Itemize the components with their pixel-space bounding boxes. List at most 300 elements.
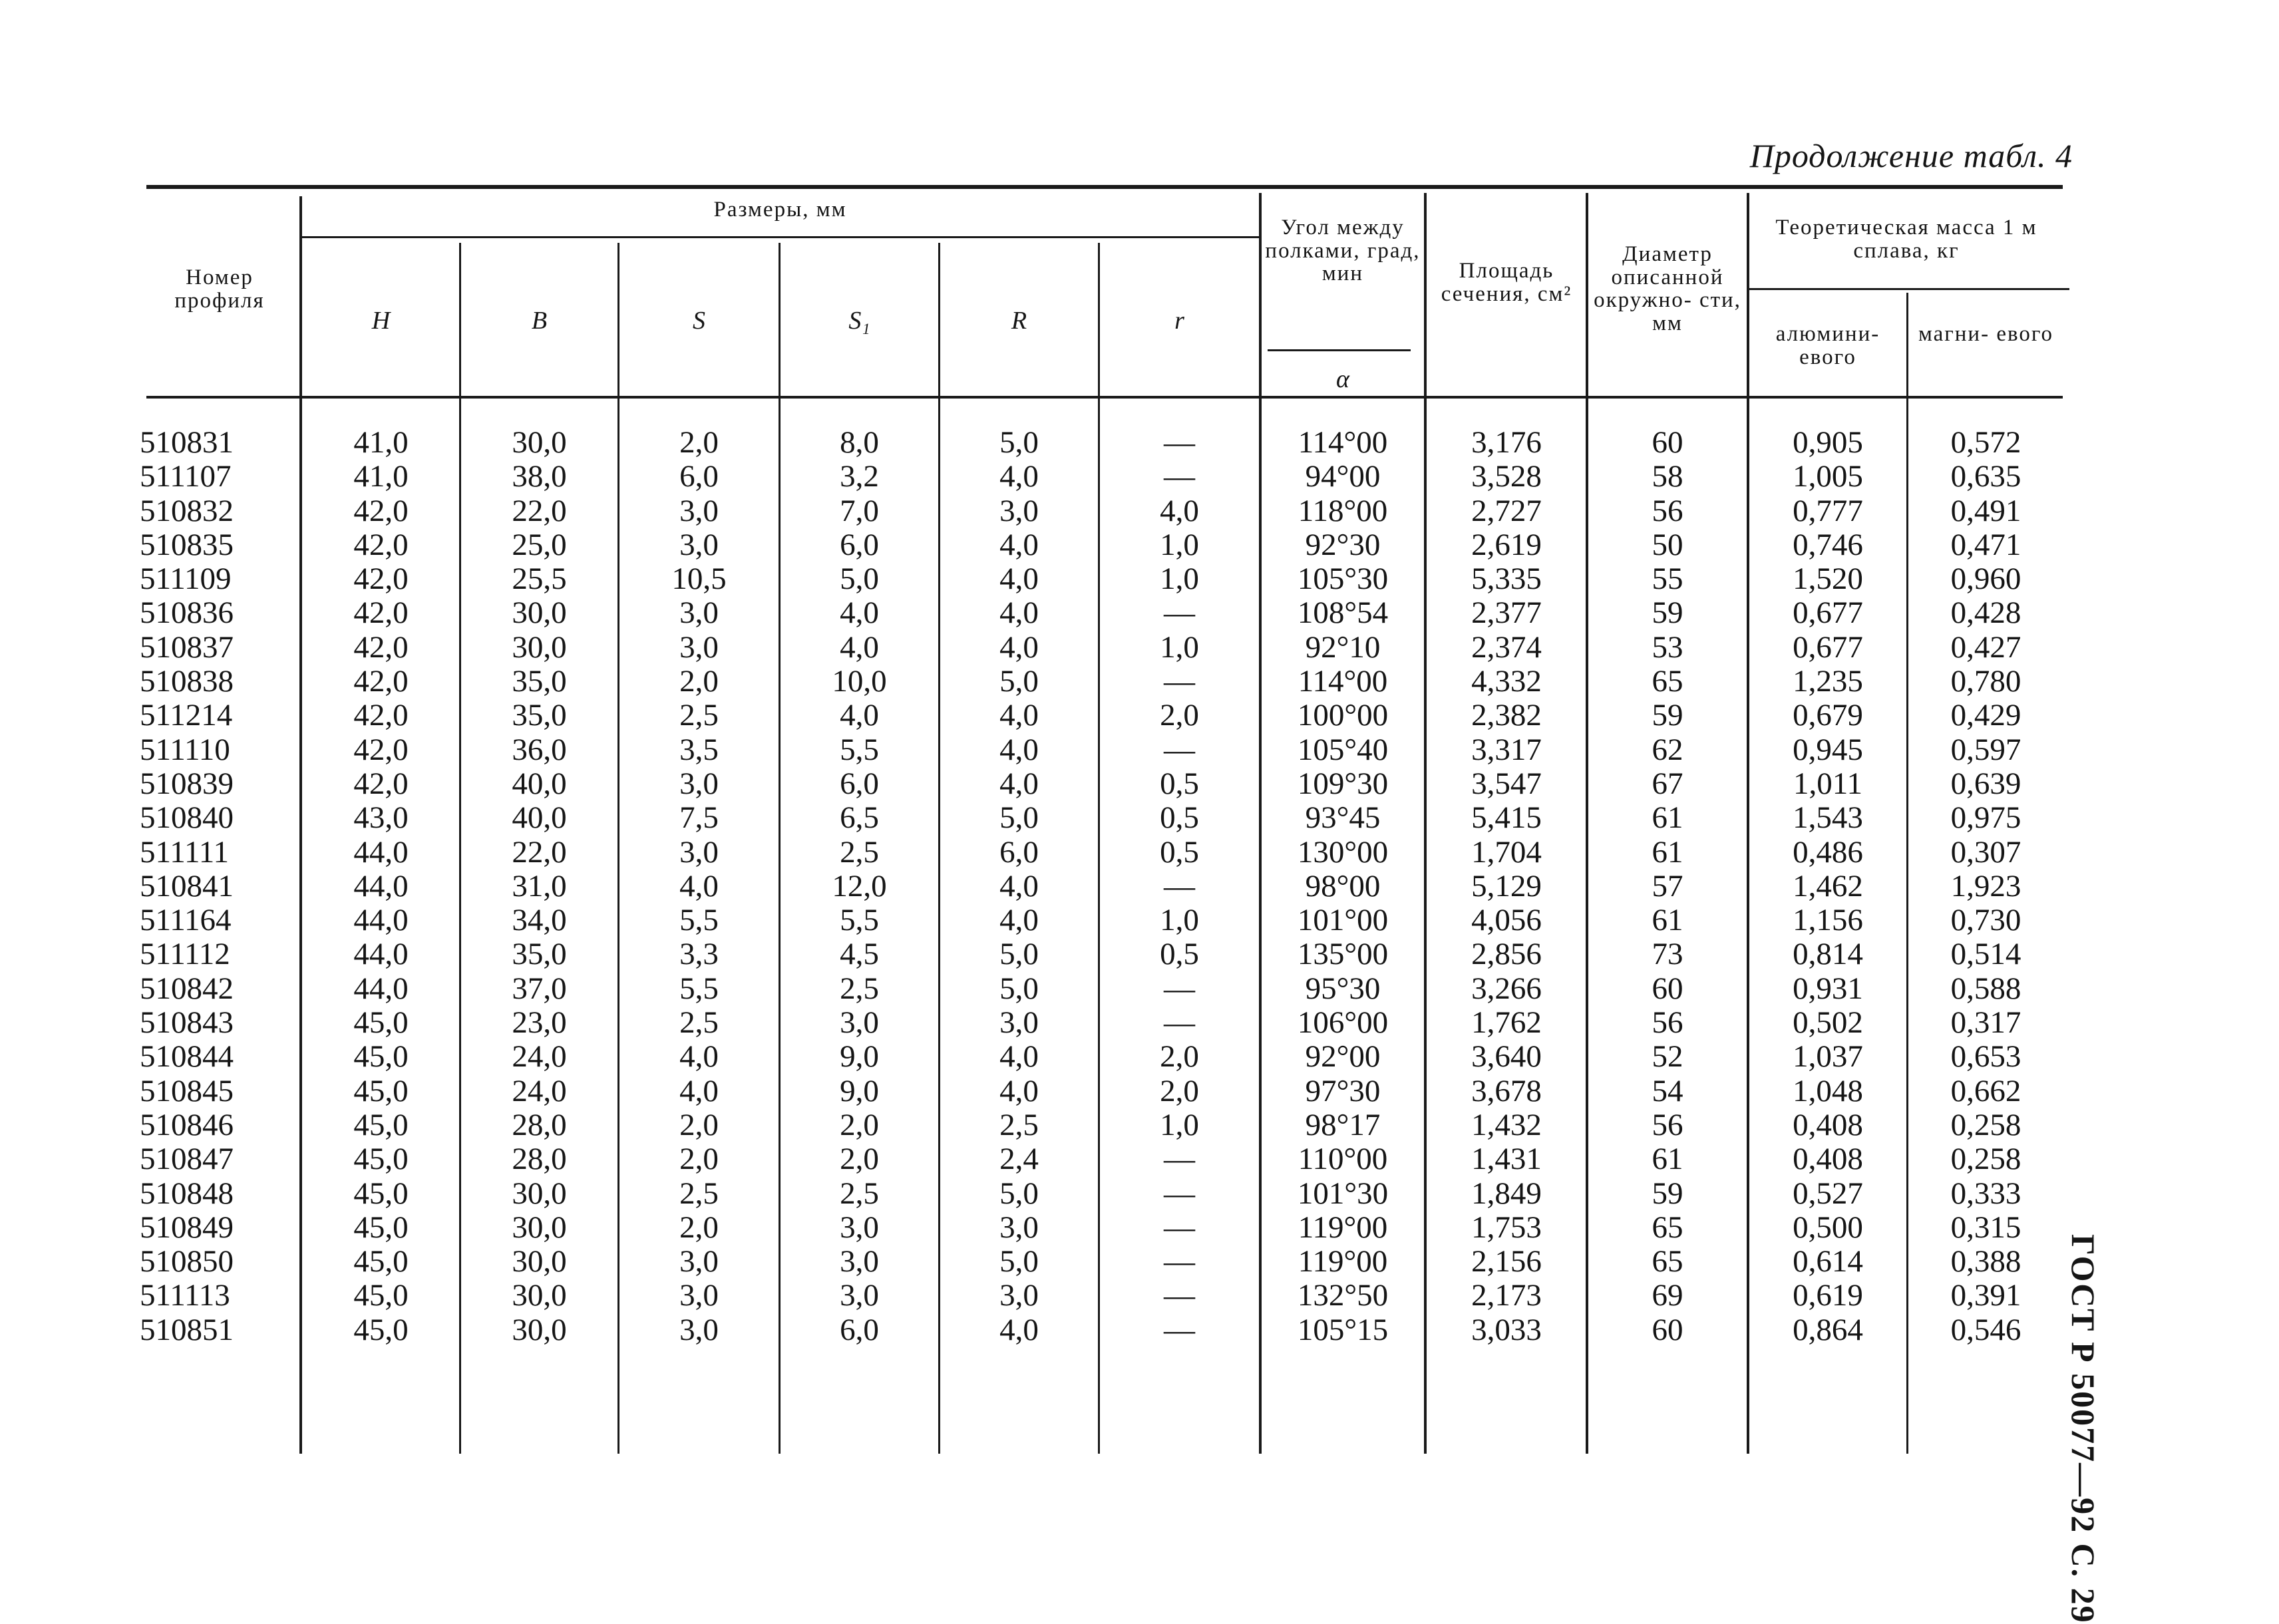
table-cell: 3,0 [679, 834, 719, 870]
table-cell: 510846 [140, 1107, 234, 1142]
column-S [619, 426, 779, 1347]
table-cell: 5,0 [999, 1176, 1039, 1211]
table-cell: 6,5 [840, 800, 879, 836]
table-cell: 40,0 [512, 766, 567, 801]
table-cell: 31,0 [512, 868, 567, 903]
table-cell: 4,0 [679, 1039, 719, 1074]
table-cell: 0,975 [1950, 800, 2021, 836]
table-cell: 4,0 [840, 629, 879, 665]
header-diameter: Диаметр описанной окружно- сти, мм [1594, 242, 1741, 335]
table-cell: 511113 [140, 1278, 230, 1313]
table-cell: 101°30 [1297, 1176, 1389, 1211]
table-cell: 3,0 [840, 1244, 879, 1279]
table-cell: 511214 [140, 698, 233, 733]
table-cell: 0,588 [1950, 971, 2021, 1006]
table-cell: 1,704 [1471, 834, 1542, 870]
table-cell: 510836 [140, 595, 234, 631]
header-S: S [693, 307, 705, 335]
table-cell: 5,0 [999, 664, 1039, 699]
table-cell: 2,0 [679, 1107, 719, 1142]
table-cell: — [1164, 868, 1195, 903]
table-cell: 118°00 [1298, 493, 1388, 528]
table-cell: 3,0 [679, 1244, 719, 1279]
table-cell: 3,176 [1471, 425, 1542, 460]
table-cell: — [1164, 1210, 1195, 1245]
column-aluminum [1750, 426, 1906, 1347]
table-cell: 42,0 [353, 493, 409, 528]
table-cell: 5,0 [840, 562, 879, 597]
table-cell: 45,0 [353, 1312, 409, 1347]
table-cell: 108°54 [1297, 595, 1389, 631]
table-cell: 42,0 [353, 766, 409, 801]
table-cell: 2,5 [840, 834, 879, 870]
table-cell: 61 [1652, 834, 1683, 870]
table-cell: — [1164, 459, 1195, 494]
table-cell: 50 [1652, 527, 1683, 562]
table-cell: 57 [1652, 868, 1683, 903]
table-cell: 41,0 [353, 425, 409, 460]
table-cell: 0,391 [1950, 1278, 2021, 1313]
table-cell: 0,677 [1793, 595, 1863, 631]
table-cell: 28,0 [512, 1107, 567, 1142]
table-cell: 2,156 [1471, 1244, 1542, 1279]
column-r [1100, 426, 1259, 1347]
table-cell: 2,374 [1471, 629, 1542, 665]
table-cell: 45,0 [353, 1278, 409, 1313]
table-cell: 510849 [140, 1210, 234, 1245]
table-cell: 0,662 [1950, 1073, 2021, 1108]
table-cell: 30,0 [512, 1210, 567, 1245]
table-cell: 0,777 [1793, 493, 1863, 528]
table-cell: 0,639 [1950, 766, 2021, 801]
table-cell: 30,0 [512, 595, 567, 631]
table-cell: 3,3 [679, 937, 719, 972]
table-cell: 40,0 [512, 800, 567, 836]
table-cell: 7,0 [840, 493, 879, 528]
table-cell: 22,0 [512, 493, 567, 528]
table-cell: 510839 [140, 766, 234, 801]
table-cell: 2,0 [1160, 1039, 1199, 1074]
table-cell: 42,0 [353, 595, 409, 631]
table-cell: 1,520 [1793, 562, 1863, 597]
table-cell: 2,0 [679, 1142, 719, 1177]
table-cell: 4,0 [999, 527, 1039, 562]
table-cell: 60 [1652, 971, 1683, 1006]
header-angle: Угол между полками, град, мин [1265, 216, 1421, 286]
table-cell: 9,0 [840, 1073, 879, 1108]
table-cell: 0,572 [1950, 425, 2021, 460]
table-cell: 4,0 [999, 766, 1039, 801]
table-cell: 4,0 [999, 903, 1039, 938]
table-cell: 5,5 [679, 903, 719, 938]
table-cell: 510847 [140, 1142, 234, 1177]
table-cell: — [1164, 1005, 1195, 1041]
table-cell: 510844 [140, 1039, 234, 1074]
table-cell: 98°17 [1305, 1107, 1381, 1142]
table-cell: 30,0 [512, 629, 567, 665]
table-cell: 35,0 [512, 937, 567, 972]
table-cell: 2,0 [1160, 698, 1199, 733]
table-cell: 61 [1652, 1142, 1683, 1177]
table-cell: 0,408 [1793, 1107, 1863, 1142]
table-cell: 23,0 [512, 1005, 567, 1041]
table-cell: 59 [1652, 698, 1683, 733]
table-cell: 0,5 [1160, 834, 1199, 870]
header-bottom-rule [146, 396, 2063, 399]
table-cell: — [1164, 732, 1195, 767]
table-cell: 45,0 [353, 1210, 409, 1245]
table-cell: 0,428 [1950, 595, 2021, 631]
table-cell: 0,427 [1950, 629, 2021, 665]
table-cell: 1,543 [1793, 800, 1863, 836]
table-cell: 4,0 [679, 1073, 719, 1108]
table-cell: 1,037 [1793, 1039, 1863, 1074]
table-cell: 4,056 [1471, 903, 1542, 938]
table-cell: 2,5 [679, 1005, 719, 1041]
table-cell: 3,0 [840, 1005, 879, 1041]
col-rule [1424, 193, 1427, 1454]
header-area: Площадь сечения, см² [1441, 259, 1572, 306]
table-cell: 510831 [140, 425, 234, 460]
table-cell: 0,5 [1160, 800, 1199, 836]
table-cell: 2,0 [1160, 1073, 1199, 1108]
table-cell: 0,746 [1793, 527, 1863, 562]
table-cell: 67 [1652, 766, 1683, 801]
table-cell: 6,0 [840, 1312, 879, 1347]
table-cell: 97°30 [1305, 1073, 1381, 1108]
table-cell: 42,0 [353, 664, 409, 699]
header-profile-number: Номер профиля [174, 265, 265, 313]
table-cell: 69 [1652, 1278, 1683, 1313]
table-cell: 5,0 [999, 425, 1039, 460]
table-cell: 0,597 [1950, 732, 2021, 767]
table-cell: 59 [1652, 1176, 1683, 1211]
table-cell: 35,0 [512, 698, 567, 733]
table-cell: 3,5 [679, 732, 719, 767]
table-cell: 511109 [140, 562, 232, 597]
page-side-label: ГОСТ Р 50077—92 С. 29 [2065, 1234, 2102, 1624]
table-cell: — [1164, 1142, 1195, 1177]
table-cell: 2,382 [1471, 698, 1542, 733]
table-cell: 45,0 [353, 1176, 409, 1211]
table-cell: 0,945 [1793, 732, 1863, 767]
dimensions-rule [301, 236, 1259, 238]
table-cell: 106°00 [1297, 1005, 1389, 1041]
table-cell: 510851 [140, 1312, 234, 1347]
table-cell: 5,415 [1471, 800, 1542, 836]
table-cell: 510843 [140, 1005, 234, 1041]
table-cell: 3,640 [1471, 1039, 1542, 1074]
table-cell: 25,5 [512, 562, 567, 597]
table-cell: 5,129 [1471, 868, 1542, 903]
table-cell: 3,033 [1471, 1312, 1542, 1347]
table-cell: 30,0 [512, 1312, 567, 1347]
table-cell: 30,0 [512, 1176, 567, 1211]
table-cell: 4,0 [999, 629, 1039, 665]
table-cell: 44,0 [353, 903, 409, 938]
table-cell: 42,0 [353, 732, 409, 767]
table-cell: 5,0 [999, 800, 1039, 836]
table-cell: 0,5 [1160, 937, 1199, 972]
table-cell: 3,317 [1471, 732, 1542, 767]
table-cell: 510838 [140, 664, 234, 699]
table-cell: 0,905 [1793, 425, 1863, 460]
table-cell: 38,0 [512, 459, 567, 494]
table-cell: 510840 [140, 800, 234, 836]
table-cell: 10,5 [671, 562, 727, 597]
header-dimensions: Размеры, мм [713, 198, 847, 222]
table-cell: 2,5 [679, 698, 719, 733]
table-cell: 1,0 [1160, 562, 1199, 597]
table-cell: 2,5 [999, 1107, 1039, 1142]
column-angle [1263, 426, 1423, 1347]
table-cell: 58 [1652, 459, 1683, 494]
table-cell: 114°00 [1298, 425, 1388, 460]
table-cell: 4,0 [999, 1312, 1039, 1347]
table-cell: 42,0 [353, 562, 409, 597]
angle-rule [1268, 349, 1411, 351]
table-cell: 0,635 [1950, 459, 2021, 494]
table-cell: 56 [1652, 1005, 1683, 1041]
table-cell: 0,500 [1793, 1210, 1863, 1245]
table-cell: 9,0 [840, 1039, 879, 1074]
table-cell: 0,730 [1950, 903, 2021, 938]
table-cell: 2,5 [679, 1176, 719, 1211]
column-profile [140, 426, 273, 1347]
table-cell: 135°00 [1297, 937, 1389, 972]
table-cell: 0,814 [1793, 937, 1863, 972]
table-cell: 65 [1652, 1244, 1683, 1279]
table-cell: 0,527 [1793, 1176, 1863, 1211]
column-B [461, 426, 617, 1347]
table-cell: 2,5 [840, 1176, 879, 1211]
table-cell: 0,960 [1950, 562, 2021, 597]
col-rule [1906, 293, 1908, 1454]
table-cell: 1,462 [1793, 868, 1863, 903]
table-cell: 30,0 [512, 1244, 567, 1279]
table-cell: 0,677 [1793, 629, 1863, 665]
header-S1: S₁ [848, 307, 870, 335]
table-cell: 5,335 [1471, 562, 1542, 597]
table-cell: 3,0 [840, 1278, 879, 1313]
table-cell: 3,0 [679, 1278, 719, 1313]
table-cell: 5,0 [999, 937, 1039, 972]
table-cell: 92°10 [1305, 629, 1381, 665]
column-diameter [1589, 426, 1746, 1347]
header-H: H [371, 307, 391, 335]
table-cell: 61 [1652, 800, 1683, 836]
header-B: B [531, 307, 548, 335]
table-cell: 101°00 [1297, 903, 1389, 938]
header-magnesium: магни- евого [1918, 322, 2054, 346]
table-cell: 92°00 [1305, 1039, 1381, 1074]
table-cell: 5,5 [840, 732, 879, 767]
table-cell: 4,0 [999, 868, 1039, 903]
table-cell: 4,0 [999, 732, 1039, 767]
table-cell: 10,0 [832, 664, 887, 699]
table-cell: 65 [1652, 1210, 1683, 1245]
table-cell: 42,0 [353, 527, 409, 562]
table-cell: 0,471 [1950, 527, 2021, 562]
table-cell: 2,619 [1471, 527, 1542, 562]
table-cell: 0,388 [1950, 1244, 2021, 1279]
table-cell: 2,727 [1471, 493, 1542, 528]
table-cell: 54 [1652, 1073, 1683, 1108]
table-cell: 5,5 [679, 971, 719, 1006]
table-cell: 55 [1652, 562, 1683, 597]
table-cell: 0,931 [1793, 971, 1863, 1006]
table-cell: 1,011 [1793, 766, 1862, 801]
table-cell: 0,315 [1950, 1210, 2021, 1245]
table-cell: 36,0 [512, 732, 567, 767]
table-cell: 4,0 [999, 459, 1039, 494]
table-cell: 510845 [140, 1073, 234, 1108]
table-cell: 2,0 [679, 1210, 719, 1245]
table-cell: 60 [1652, 425, 1683, 460]
table-cell: 93°45 [1305, 800, 1381, 836]
table-cell: 61 [1652, 903, 1683, 938]
table-top-rule [146, 185, 2063, 189]
table-cell: 0,546 [1950, 1312, 2021, 1347]
table-cell: 3,0 [679, 493, 719, 528]
col-rule [1259, 193, 1262, 1454]
header-mass: Теоретическая масса 1 м сплава, кг [1775, 216, 2037, 263]
table-cell: 1,849 [1471, 1176, 1542, 1211]
col-rule [1586, 193, 1588, 1454]
table-cell: 45,0 [353, 1244, 409, 1279]
table-cell: 5,0 [999, 971, 1039, 1006]
table-cell: 3,0 [840, 1210, 879, 1245]
table-cell: 4,0 [679, 868, 719, 903]
table-cell: 114°00 [1298, 664, 1388, 699]
table-cell: 3,0 [679, 629, 719, 665]
table-cell: 4,0 [999, 562, 1039, 597]
table-cell: 1,048 [1793, 1073, 1863, 1108]
table-cell: 44,0 [353, 971, 409, 1006]
table-cell: 4,0 [840, 595, 879, 631]
table-cell: 42,0 [353, 629, 409, 665]
table-cell: 132°50 [1297, 1278, 1389, 1313]
table-cell: — [1164, 1244, 1195, 1279]
table-cell: 510835 [140, 527, 234, 562]
table-cell: 4,0 [1160, 493, 1199, 528]
table-cell: 2,377 [1471, 595, 1542, 631]
column-area [1428, 426, 1585, 1347]
table-cell: 511111 [140, 834, 230, 870]
column-magnesium [1909, 426, 2063, 1347]
table-cell: — [1164, 425, 1195, 460]
table-cell: 4,5 [840, 937, 879, 972]
table-cell: 65 [1652, 664, 1683, 699]
table-cell: 0,333 [1950, 1176, 2021, 1211]
table-cell: 43,0 [353, 800, 409, 836]
table-cell: 3,0 [999, 1005, 1039, 1041]
table-cell: 45,0 [353, 1142, 409, 1177]
table-cell: 3,0 [999, 493, 1039, 528]
table-cell: 3,0 [679, 1312, 719, 1347]
table-cell: 0,864 [1793, 1312, 1863, 1347]
table-cell: 3,528 [1471, 459, 1542, 494]
table-cell: 3,547 [1471, 766, 1542, 801]
table-cell: 5,5 [840, 903, 879, 938]
table-cell: 0,486 [1793, 834, 1863, 870]
table-cell: 95°30 [1305, 971, 1381, 1006]
table-cell: 109°30 [1297, 766, 1389, 801]
table-cell: 0,619 [1793, 1278, 1863, 1313]
col-rule [299, 196, 302, 1454]
table-cell: 1,0 [1160, 903, 1199, 938]
table-cell: 511110 [140, 732, 230, 767]
table-cell: 62 [1652, 732, 1683, 767]
table-cell: 1,156 [1793, 903, 1863, 938]
table-cell: 105°15 [1297, 1312, 1389, 1347]
table-cell: 0,780 [1950, 664, 2021, 699]
table-cell: 3,0 [679, 595, 719, 631]
table-cell: 511164 [140, 903, 232, 938]
table-cell: 0,317 [1950, 1005, 2021, 1041]
header-angle-symbol: α [1336, 365, 1349, 393]
header-r: r [1174, 307, 1184, 335]
table-cell: 0,491 [1950, 493, 2021, 528]
table-cell: 105°30 [1297, 562, 1389, 597]
table-cell: 1,0 [1160, 527, 1199, 562]
table-cell: 0,307 [1950, 834, 2021, 870]
table-cell: 511107 [140, 459, 232, 494]
table-cell: 45,0 [353, 1073, 409, 1108]
table-cell: 3,678 [1471, 1073, 1542, 1108]
table-cell: 1,005 [1793, 459, 1863, 494]
table-cell: 52 [1652, 1039, 1683, 1074]
table-cell: 59 [1652, 595, 1683, 631]
table-cell: 56 [1652, 493, 1683, 528]
table-cell: 24,0 [512, 1039, 567, 1074]
table-cell: 119°00 [1298, 1210, 1388, 1245]
table-cell: 42,0 [353, 698, 409, 733]
table-cell: 4,0 [999, 1039, 1039, 1074]
table-cell: 3,0 [679, 766, 719, 801]
table-cell: 22,0 [512, 834, 567, 870]
table-cell: 60 [1652, 1312, 1683, 1347]
table-cell: 3,0 [999, 1278, 1039, 1313]
table-cell: 73 [1652, 937, 1683, 972]
table-cell: 510832 [140, 493, 234, 528]
table-cell: 4,332 [1471, 664, 1542, 699]
table-cell: — [1164, 595, 1195, 631]
table-cell: 1,923 [1950, 868, 2021, 903]
table-cell: — [1164, 1312, 1195, 1347]
table-cell: 1,0 [1160, 629, 1199, 665]
column-R [940, 426, 1098, 1347]
header-aluminum: алюмини- евого [1775, 322, 1880, 369]
table-cell: 5,0 [999, 1244, 1039, 1279]
table-cell: 44,0 [353, 868, 409, 903]
table-cell: 2,0 [840, 1107, 879, 1142]
table-cell: 28,0 [512, 1142, 567, 1177]
table-cell: 4,0 [840, 698, 879, 733]
table-cell: 0,258 [1950, 1107, 2021, 1142]
table-cell: 1,431 [1471, 1142, 1542, 1177]
table-cell: 2,856 [1471, 937, 1542, 972]
table-cell: 510848 [140, 1176, 234, 1211]
table-cell: 41,0 [353, 459, 409, 494]
table-cell: 12,0 [832, 868, 887, 903]
table-cell: 2,0 [679, 664, 719, 699]
table-cell: 2,0 [679, 425, 719, 460]
mass-rule [1747, 288, 2069, 290]
table-cell: 8,0 [840, 425, 879, 460]
table-cell: 510842 [140, 971, 234, 1006]
table-cell: 45,0 [353, 1107, 409, 1142]
